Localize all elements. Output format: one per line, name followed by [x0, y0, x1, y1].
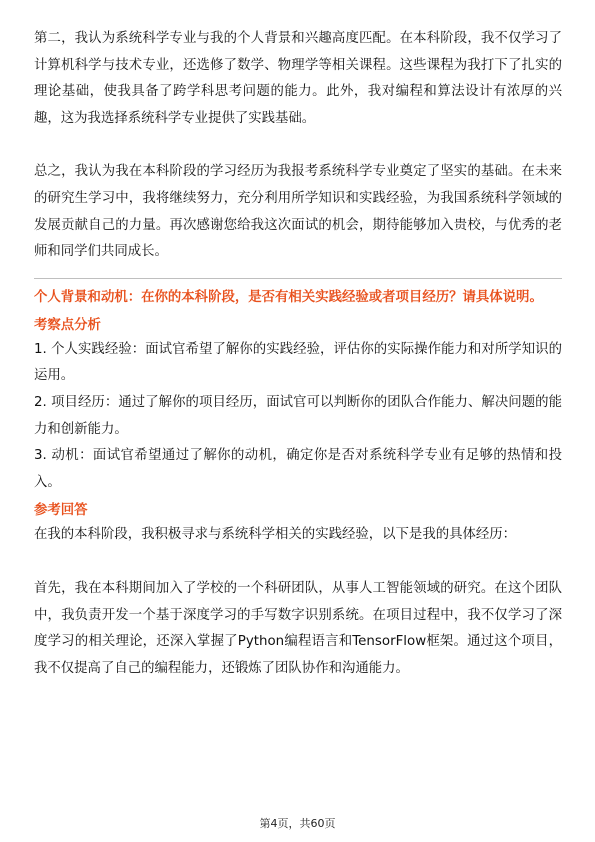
interview-question: 个人背景和动机：在你的本科阶段，是否有相关实践经验或者项目经历？请具体说明。: [34, 289, 543, 305]
answer-paragraph-first: 首先，我在本科期间加入了学校的一个科研团队，从事人工智能领域的研究。在这个团队中，我负责开发一个基于深度学习的手写数字识别系统。在项目过程中，我不仅学习了深度学习的相关理论，还深入掌握了Python编程语言和TensorFlow框架。通过这个项目，我不仅提高了自己的编程能力，还锻炼了团队协作和沟通能力。: [34, 580, 562, 676]
page-number-footer: 第4页，共60页: [259, 817, 336, 830]
answer-intro: 在我的本科阶段，我积极寻求与系统科学相关的实践经验，以下是我的具体经历：: [34, 527, 517, 543]
analysis-item-3: 3. 动机：面试官希望通过了解你的动机，确定你是否对系统科学专业有足够的热情和投入。: [34, 448, 562, 490]
analysis-item-1: 1. 个人实践经验：面试官希望了解你的实践经验，评估你的实际操作能力和对所学知识的运用。: [34, 341, 562, 384]
analysis-heading: 考察点分析: [34, 317, 101, 333]
document-page: [34, 26, 562, 682]
paragraph-matching-background: 第二，我认为系统科学专业与我的个人背景和兴趣高度匹配。在本科阶段，我不仅学习了计算机科学与技术专业，还选修了数学、物理学等相关课程。这些课程为我打下了扎实的理论基础，使我具备了跨学科思考问题的能力。此外，我对编程和算法设计有浓厚的兴趣，这为我选择系统科学专业提供了实践基础。: [34, 31, 562, 126]
answer-heading: 参考回答: [34, 503, 88, 519]
analysis-item-2: 2. 项目经历：通过了解你的项目经历，面试官可以判断你的团队合作能力、解决问题的能力和创新能力。: [34, 394, 562, 437]
section-divider: [34, 278, 562, 279]
paragraph-conclusion: 总之，我认为我在本科阶段的学习经历为我报考系统科学专业奠定了坚实的基础。在未来的研究生学习中，我将继续努力，充分利用所学知识和实践经验，为我国系统科学领域的发展贡献自己的力量。再次感谢您给我这次面试的机会，期待能够加入贵校，与优秀的老师和同学们共同成长。: [34, 164, 562, 260]
